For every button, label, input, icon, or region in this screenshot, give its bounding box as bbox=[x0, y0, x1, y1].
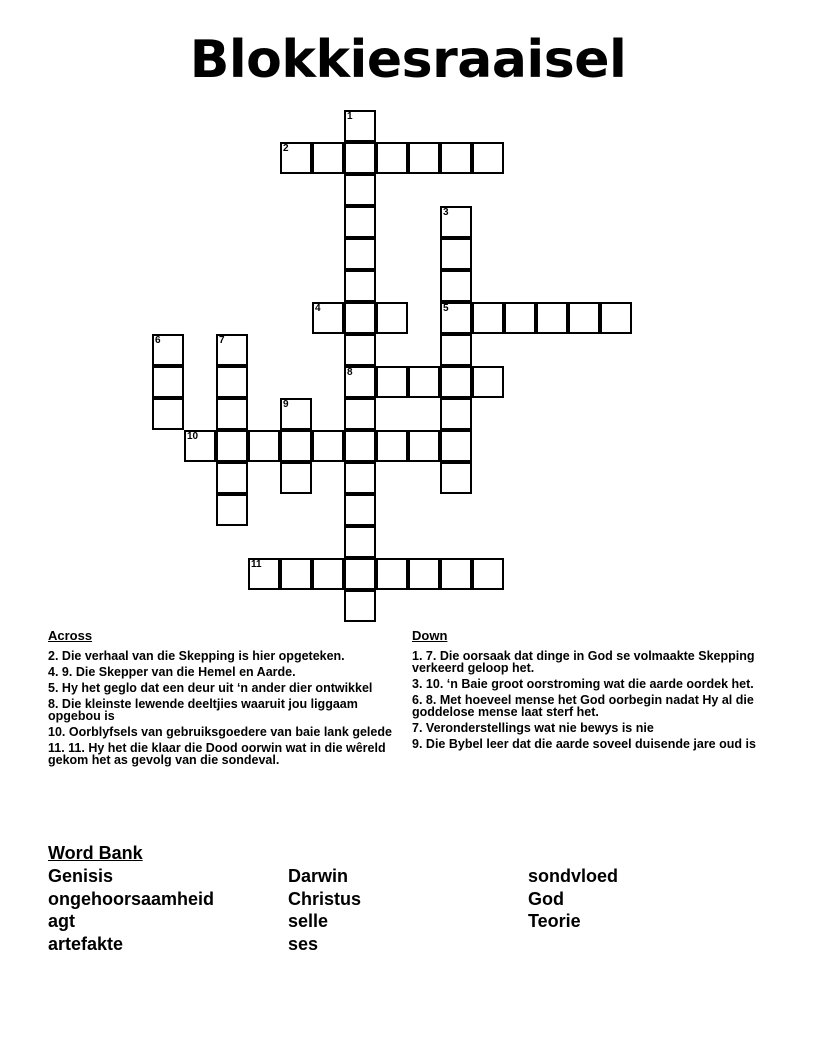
clue-number: 1 bbox=[347, 111, 353, 122]
crossword-cell[interactable] bbox=[408, 366, 440, 398]
clue-num: 2. bbox=[48, 649, 59, 663]
down-heading: Down bbox=[412, 628, 448, 643]
crossword-cell[interactable] bbox=[440, 238, 472, 270]
clue-number: 10 bbox=[187, 431, 199, 442]
across-clue bbox=[48, 698, 393, 722]
crossword-cell[interactable] bbox=[472, 366, 504, 398]
crossword-cell[interactable] bbox=[472, 558, 504, 590]
across-clue bbox=[48, 726, 393, 738]
crossword-cell[interactable] bbox=[344, 526, 376, 558]
word-bank-item: God bbox=[528, 888, 564, 909]
down-clue bbox=[412, 694, 782, 718]
crossword-cell[interactable] bbox=[152, 398, 184, 430]
clue-number: 9 bbox=[283, 399, 289, 410]
crossword-cell[interactable] bbox=[152, 366, 184, 398]
down-clue bbox=[412, 678, 782, 690]
clue-num: 10. bbox=[48, 725, 66, 739]
clue-text: Hy het geglo dat een deur uit ‘n ander dier ontwikkel bbox=[61, 681, 373, 695]
word-bank-item: Genisis bbox=[48, 866, 114, 886]
crossword-cell[interactable] bbox=[440, 366, 472, 398]
clue-number: 7 bbox=[219, 335, 225, 346]
clue-num: 6. bbox=[412, 693, 423, 707]
across-clue bbox=[48, 650, 393, 662]
clue-number: 5 bbox=[443, 303, 449, 314]
crossword-cell[interactable] bbox=[344, 430, 376, 462]
clue-number: 11 bbox=[251, 559, 262, 570]
word-bank-item: artefakte bbox=[48, 933, 124, 954]
word-bank-heading: Word Bank bbox=[48, 843, 143, 863]
crossword-cell[interactable] bbox=[216, 430, 248, 462]
crossword-cell[interactable] bbox=[344, 398, 376, 430]
clue-number: 3 bbox=[443, 207, 449, 218]
clue-text: 8. Met hoeveel mense het God oorbegin nadat Hy al die goddelose mense laat sterf het. bbox=[412, 693, 754, 719]
clue-text: 10. ‘n Baie groot oorstroming wat die aarde oordek het. bbox=[425, 677, 754, 691]
crossword-cell[interactable] bbox=[344, 302, 376, 334]
word-bank-item: Darwin bbox=[288, 866, 349, 886]
crossword-cell[interactable] bbox=[600, 302, 632, 334]
clue-text: Oorblyfsels van gebruiksgoedere van baie lank gelede bbox=[68, 725, 392, 739]
across-clue bbox=[48, 682, 393, 694]
crossword-cell[interactable] bbox=[216, 366, 248, 398]
crossword-cell[interactable] bbox=[344, 494, 376, 526]
clue-text: Die Bybel leer dat die aarde soveel duisende jare oud is bbox=[425, 737, 756, 751]
crossword-cell[interactable] bbox=[344, 270, 376, 302]
across-heading: Across bbox=[48, 628, 93, 643]
crossword-cell[interactable] bbox=[312, 558, 344, 590]
word-bank-item: selle bbox=[288, 911, 329, 931]
crossword-cell[interactable] bbox=[280, 558, 312, 590]
word-bank-item: Christus bbox=[288, 888, 362, 909]
crossword-cell[interactable] bbox=[440, 430, 472, 462]
clue-num: 11. bbox=[48, 741, 65, 755]
crossword-cell[interactable] bbox=[344, 590, 376, 622]
crossword-cell[interactable] bbox=[344, 142, 376, 174]
crossword-cell[interactable] bbox=[408, 430, 440, 462]
clue-text: Die verhaal van die Skepping is hier opgeteken. bbox=[61, 649, 345, 663]
crossword-cell[interactable] bbox=[376, 142, 408, 174]
clue-num: 9. bbox=[412, 737, 423, 751]
down-clues bbox=[412, 628, 782, 754]
page-title: Blokkiesraaisel bbox=[189, 30, 627, 90]
crossword-cell[interactable] bbox=[376, 302, 408, 334]
clue-text: 11. Hy het die klaar die Dood oorwin wat in die wêreld gekom het as gevolg van die sondeval. bbox=[48, 741, 386, 767]
clue-num: 7. bbox=[412, 721, 423, 735]
across-clue bbox=[48, 742, 393, 766]
crossword-cell[interactable] bbox=[248, 430, 280, 462]
clue-number: 2 bbox=[283, 143, 289, 154]
clue-text: 7. Die oorsaak dat dinge in God se volmaakte Skepping verkeerd geloop het. bbox=[412, 649, 755, 675]
crossword-cell[interactable] bbox=[344, 238, 376, 270]
crossword-cell[interactable] bbox=[344, 558, 376, 590]
crossword-cell[interactable] bbox=[312, 430, 344, 462]
crossword-cell[interactable] bbox=[312, 142, 344, 174]
crossword-cell[interactable] bbox=[344, 334, 376, 366]
crossword-cell[interactable] bbox=[472, 142, 504, 174]
word-bank-item: agt bbox=[48, 911, 75, 931]
clue-num: 4. bbox=[48, 665, 59, 679]
crossword-cell[interactable] bbox=[344, 206, 376, 238]
crossword-cell[interactable] bbox=[344, 462, 376, 494]
crossword-cell[interactable] bbox=[376, 430, 408, 462]
word-bank-item: ongehoorsaamheid bbox=[48, 888, 215, 909]
crossword-cell[interactable] bbox=[440, 558, 472, 590]
crossword-cell[interactable] bbox=[440, 270, 472, 302]
across-clues bbox=[48, 628, 393, 770]
crossword-cell[interactable] bbox=[280, 462, 312, 494]
crossword-cell[interactable] bbox=[408, 142, 440, 174]
crossword-cell[interactable] bbox=[216, 398, 248, 430]
crossword-cell[interactable] bbox=[216, 494, 248, 526]
clue-num: 1. bbox=[412, 649, 423, 663]
crossword-cell[interactable] bbox=[472, 302, 504, 334]
word-bank-item: Teorie bbox=[528, 911, 581, 931]
crossword-cell[interactable] bbox=[376, 366, 408, 398]
clue-number: 6 bbox=[155, 335, 161, 346]
clue-num: 3. bbox=[412, 677, 423, 691]
down-clue bbox=[412, 650, 782, 674]
crossword-cell[interactable] bbox=[440, 462, 472, 494]
clue-text: 9. Die Skepper van die Hemel en Aarde. bbox=[61, 665, 296, 679]
crossword-cell[interactable] bbox=[440, 398, 472, 430]
clue-text: Die kleinste lewende deeltjies waaruit jou liggaam opgebou is bbox=[48, 697, 358, 723]
crossword-cell[interactable] bbox=[376, 558, 408, 590]
word-bank bbox=[48, 866, 768, 956]
crossword-cell[interactable] bbox=[280, 430, 312, 462]
across-clue bbox=[48, 666, 393, 678]
word-bank-item: ses bbox=[288, 933, 319, 954]
crossword-cell[interactable] bbox=[568, 302, 600, 334]
down-clue bbox=[412, 722, 782, 734]
clue-num: 5. bbox=[48, 681, 59, 695]
across-list bbox=[48, 650, 393, 766]
crossword-cell[interactable] bbox=[344, 174, 376, 206]
down-list bbox=[412, 650, 782, 750]
crossword-cell[interactable] bbox=[536, 302, 568, 334]
clue-number: 8 bbox=[347, 367, 353, 378]
down-clue bbox=[412, 738, 782, 750]
clue-num: 8. bbox=[48, 697, 59, 711]
clue-number: 4 bbox=[315, 303, 321, 314]
crossword-cell[interactable] bbox=[408, 558, 440, 590]
clue-text: Veronderstellings wat nie bewys is nie bbox=[425, 721, 654, 735]
crossword-cell[interactable] bbox=[216, 462, 248, 494]
crossword-cell[interactable] bbox=[440, 142, 472, 174]
crossword-cell[interactable] bbox=[504, 302, 536, 334]
crossword-cell[interactable] bbox=[440, 334, 472, 366]
word-bank-item: sondvloed bbox=[528, 866, 619, 886]
